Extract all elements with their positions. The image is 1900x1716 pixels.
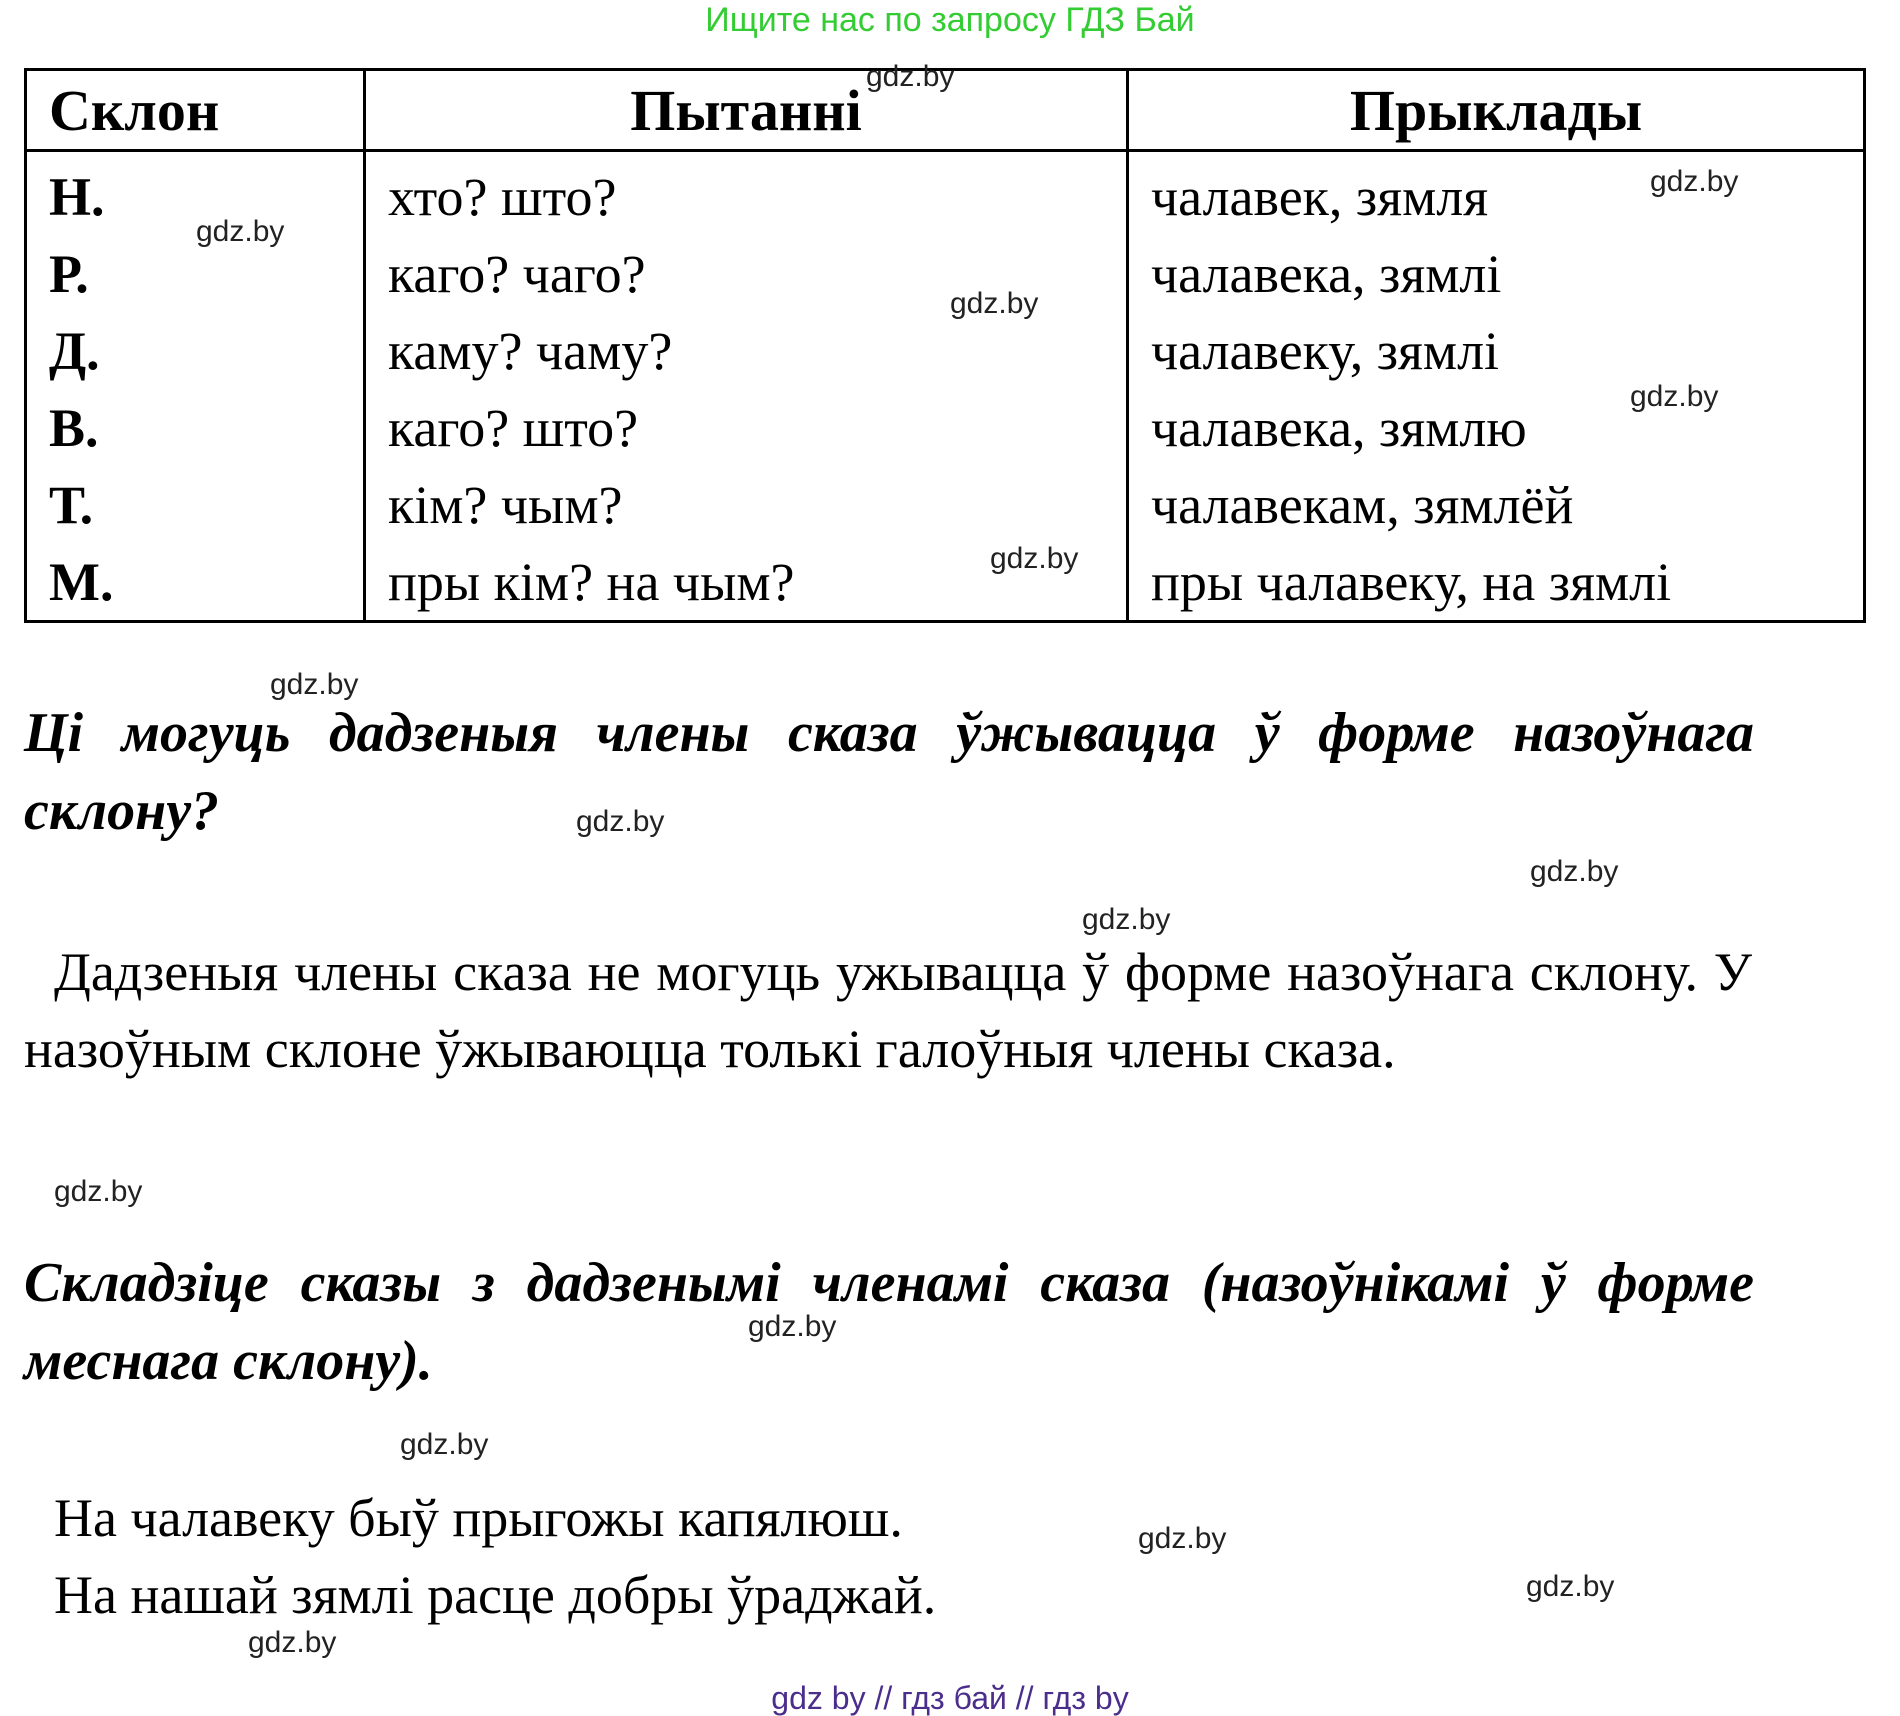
case-examples: чалавеку, зямлі [1128,312,1865,389]
case-abbr: В. [26,389,365,466]
footer-links: gdz by // гдз бай // гдз by [771,1680,1129,1716]
header-questions: Пытанні [365,70,1128,151]
header-examples: Прыклады [1128,70,1865,151]
case-abbr: Р. [26,235,365,312]
case-abbr: Д. [26,312,365,389]
case-questions: каго? што? [365,389,1128,466]
case-abbr: М. [26,543,365,622]
watermark: gdz.by [950,287,1039,320]
top-banner: Ищите нас по запросу ГДЗ Бай [705,1,1195,39]
watermark: gdz.by [54,1175,143,1208]
watermark: gdz.by [196,215,285,248]
example-sentence: На нашай зямлі расце добры ўраджай. [54,1565,937,1625]
table-row [26,235,1865,312]
answer-nominative: Дадзеныя члены сказа не могуць ужывацца ў форме назоўнага склону. У назоўным склоне ўжываюцца толькі галоўныя члены сказа. [24,942,1752,1079]
table-row [26,389,1865,466]
case-questions: каго? чаго? [365,235,1128,312]
question-locative: Складзіце сказы з дадзенымі членамі сказа (назоўнікамі ў форме меснага склону). [24,1252,1754,1392]
case-questions: каму? чаму? [365,312,1128,389]
case-examples: чалавекам, зямлёй [1128,466,1865,543]
case-examples: пры чалавеку, на зямлі [1128,543,1865,622]
watermark: gdz.by [1650,165,1739,198]
watermark: gdz.by [748,1310,837,1343]
watermark: gdz.by [1526,1570,1615,1603]
case-questions: хто? што? [365,151,1128,236]
header-case: Склон [26,70,365,151]
watermark: gdz.by [866,60,955,93]
question-nominative: Ці могуць дадзеныя члены сказа ўжывацца ў форме назоўнага склону? [24,702,1754,842]
case-questions: кім? чым? [365,466,1128,543]
watermark: gdz.by [990,542,1079,575]
table-row [26,466,1865,543]
watermark: gdz.by [400,1428,489,1461]
example-sentence: На чалавеку быў прыгожы капялюш. [54,1488,903,1548]
watermark: gdz.by [1138,1522,1227,1555]
table-row [26,543,1865,622]
table-row [26,312,1865,389]
table-row [26,151,1865,236]
case-examples: чалавека, зямлю [1128,389,1865,466]
watermark: gdz.by [248,1626,337,1659]
watermark: gdz.by [270,668,359,701]
watermark: gdz.by [1082,903,1171,936]
watermark: gdz.by [1530,855,1619,888]
case-abbr: Н. [26,151,365,236]
case-examples: чалавек, зямля [1128,151,1865,236]
cases-table [24,68,1866,623]
case-questions: пры кім? на чым? [365,543,1128,622]
case-examples: чалавека, зямлі [1128,235,1865,312]
case-abbr: Т. [26,466,365,543]
watermark: gdz.by [576,805,665,838]
watermark: gdz.by [1630,380,1719,413]
